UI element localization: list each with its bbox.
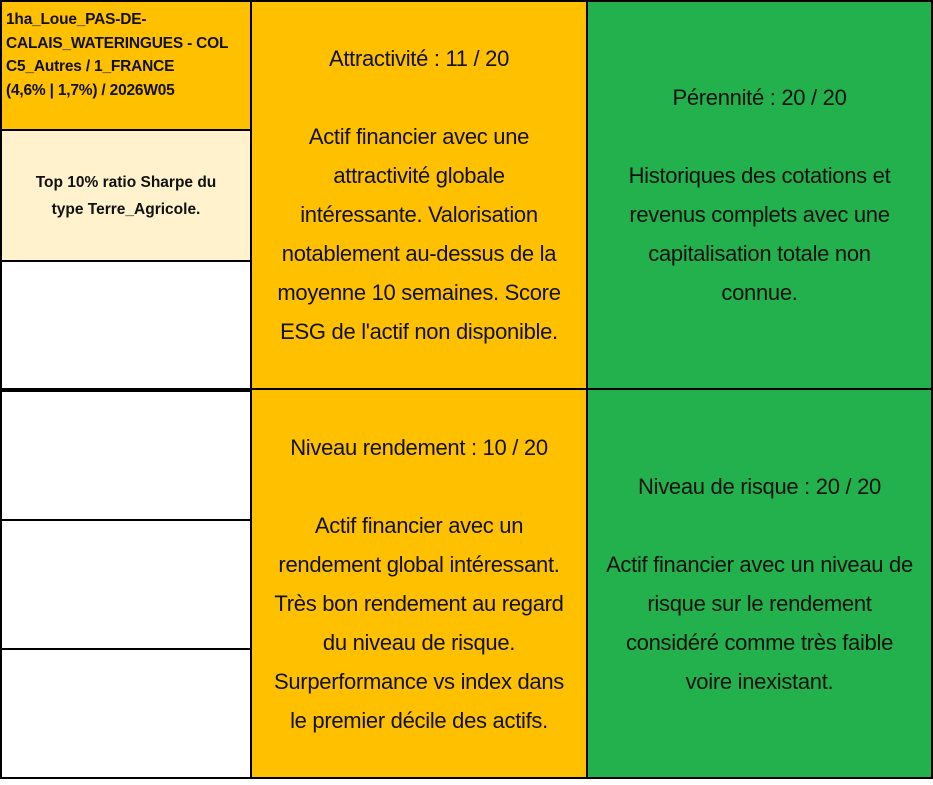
- rendement-heading: Niveau rendement : 10 / 20: [290, 434, 548, 460]
- empty-cell: [0, 648, 252, 779]
- perennite-cell: [586, 0, 933, 390]
- risque-cell: [586, 388, 933, 779]
- perennite-text-line: revenus complets avec une: [629, 202, 890, 227]
- asset-title-line: C5_Autres / 1_FRANCE: [6, 58, 175, 75]
- attractivite-text-line: ESG de l'actif non disponible.: [280, 319, 558, 344]
- sharpe-note-cell: [0, 129, 252, 262]
- risque-text-line: voire inexistant.: [685, 668, 834, 694]
- empty-cell: [0, 519, 252, 650]
- rendement-text-line: Très bon rendement au regard: [274, 590, 564, 616]
- risque-text-line: considéré comme très faible: [625, 629, 894, 655]
- sharpe-note-line: type Terre_Agricole.: [51, 200, 201, 218]
- empty-cell: [0, 390, 252, 521]
- attractivite-cell: [250, 0, 588, 390]
- attractivite-text-line: Actif financier avec une: [308, 124, 530, 149]
- attractivite-text-line: attractivité globale: [333, 163, 505, 188]
- asset-title-line: 1ha_Loue_PAS-DE-: [6, 11, 147, 28]
- empty-cell: [0, 260, 252, 390]
- perennite-text-line: capitalisation totale non: [648, 241, 871, 266]
- risque-heading: Niveau de risque : 20 / 20: [638, 473, 881, 499]
- asset-title-cell: [0, 0, 252, 131]
- perennite-text-line: Historiques des cotations et: [628, 163, 891, 188]
- asset-title-line: (4,6% | 1,7%) / 2026W05: [6, 81, 175, 99]
- attractivite-text-line: moyenne 10 semaines. Score: [277, 280, 561, 305]
- perennite-heading: Pérennité : 20 / 20: [672, 85, 847, 110]
- attractivite-text-line: notablement au-dessus de la: [281, 241, 557, 266]
- rendement-text-line: Surperformance vs index dans: [274, 668, 564, 694]
- attractivite-heading: Attractivité : 11 / 20: [328, 46, 510, 71]
- sharpe-note-line: Top 10% ratio Sharpe du: [35, 173, 217, 191]
- rendement-text-line: Actif financier avec un: [314, 512, 524, 538]
- asset-title-line: CALAIS_WATERINGUES - COL: [6, 34, 229, 52]
- risque-text-line: Actif financier avec un niveau de: [606, 551, 913, 577]
- rendement-cell: [250, 388, 588, 779]
- risque-text-line: risque sur le rendement: [647, 590, 872, 616]
- attractivite-text-line: intéressante. Valorisation: [300, 202, 538, 227]
- perennite-text-line: connue.: [721, 280, 798, 305]
- rendement-text-line: rendement global intéressant.: [278, 551, 560, 577]
- rendement-text-line: du niveau de risque.: [322, 629, 516, 655]
- rendement-text-line: le premier décile des actifs.: [290, 707, 548, 733]
